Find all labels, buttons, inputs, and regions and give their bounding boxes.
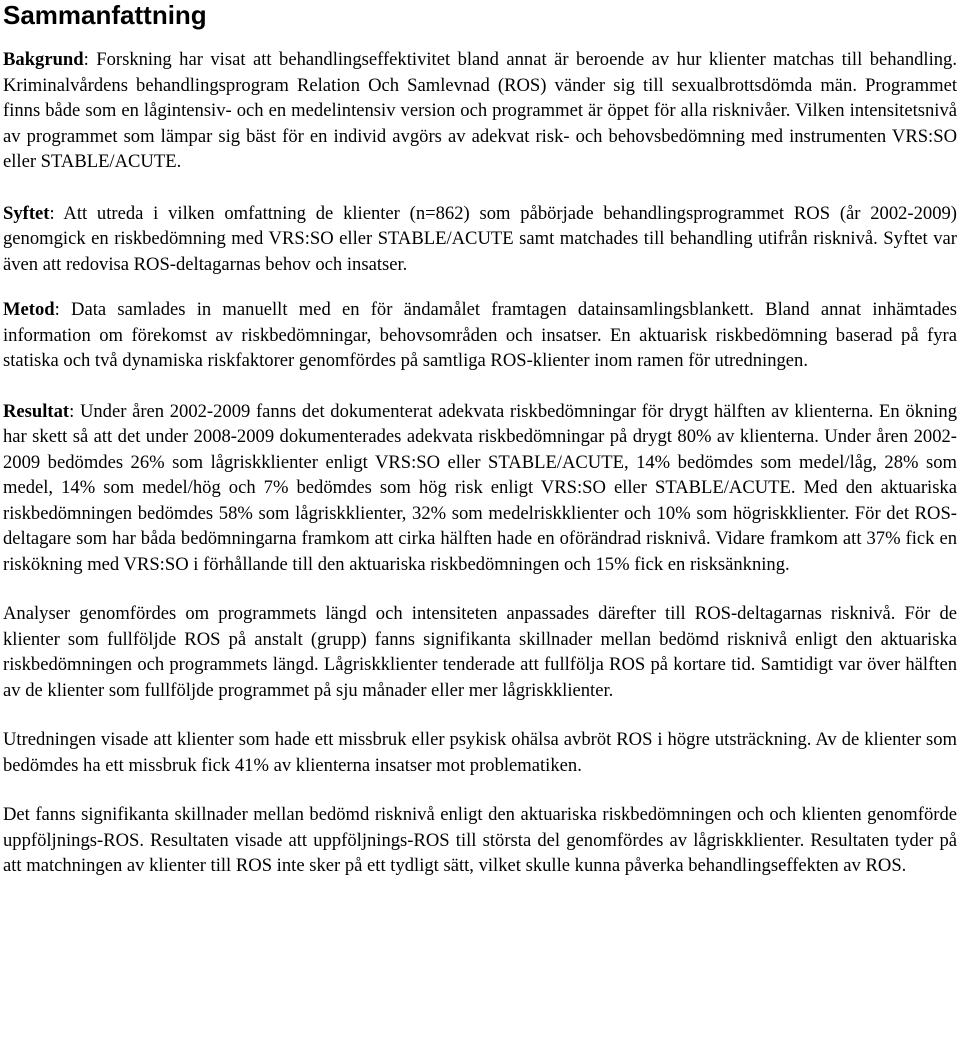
paragraph-analyser: Analyser genomfördes om programmets längd och intensiteten anpassades därefter till ROS-deltagarnas risknivå. För de klienter som fullföljde ROS på anstalt (grupp) fanns signifikanta skillnader mellan bedömd risknivå enligt den aktuariska riskbedömningen och programmets längd. Lågriskklienter tenderade att fullfölja ROS på kortare tid. Samtidigt var över hälften av de klienter som fullföljde programmet på sju månader eller mer lågriskklienter. xyxy=(3,603,957,701)
section-label-resultat: Resultat xyxy=(3,400,70,422)
section-text-resultat: : Under åren 2002-2009 fanns det dokumenterat adekvata riskbedömningar för drygt hälften av klienterna. En ökning har skett så att det under 2008-2009 dokumenterades adekvata riskbedömningar på drygt 80% av klienterna. Under åren 2002-2009 bedömdes 26% som lågriskklienter enligt VRS:SO eller STABLE/ACUTE, 14% bedömdes som medel/låg, 28% som medel, 14% som medel/hög och 7% bedömdes som hög risk enligt VRS:SO eller STABLE/ACUTE. Med den aktuariska riskbedömningen bedömdes 58% som lågriskklienter, 32% som medelriskklienter och 10% som högriskklienter. För det ROS-deltagare som har båda bedömningarna framkom att cirka hälften hade en oförändrad risknivå. Vidare framkom att 37% fick en riskökning med VRS:SO i förhållande till den aktuariska riskbedömningen och 15% fick en risksänkning. xyxy=(3,400,957,575)
paragraph-skillnader: Det fanns signifikanta skillnader mellan bedömd risknivå enligt den aktuariska riskbedömningen och och klienten genomförde uppföljnings-ROS. Resultaten visade att uppföljnings-ROS till största del genomfördes av lågriskklienter. Resultaten tyder på att matchningen av klienter till ROS inte sker på ett tydligt sätt, vilket skulle kunna påverka behandlingseffekten av ROS. xyxy=(3,804,957,876)
section-label-syftet: Syftet xyxy=(3,202,50,224)
section-text-syftet: : Att utreda i vilken omfattning de klienter (n=862) som påbörjade behandlingsprogrammet ROS (år 2002-2009) genomgick en riskbedömning med VRS:SO eller STABLE/ACUTE samt matchades till behandling utifrån risknivå. Syftet var även att redovisa ROS-deltagarnas behov och insatser. xyxy=(3,202,957,275)
section-label-metod: Metod xyxy=(3,299,55,320)
paragraph-syftet xyxy=(3,201,957,278)
section-text-metod: : Data samlades in manuellt med en för ändamålet framtagen datainsamlingsblankett. Bland annat inhämtades information om förekomst av riskbedömningar, behovsområden och insatser. En aktuarisk riskbedömning baserad på fyra statiska och två dynamiska riskfaktorer genomfördes på samtliga ROS-klienter inom ramen för utredningen. xyxy=(3,299,957,371)
document-page xyxy=(3,0,957,879)
paragraph-resultat xyxy=(3,399,957,578)
paragraph-utredningen: Utredningen visade att klienter som hade ett missbruk eller psykisk ohälsa avbröt ROS i högre utsträckning. Av de klienter som bedömdes ha ett missbruk fick 41% av klienterna insatser mot problematiken. xyxy=(3,729,957,776)
page-title: Sammanfattning xyxy=(3,0,207,30)
section-text-bakgrund: : Forskning har visat att behandlingseffektivitet bland annat är beroende av hur klienter matchas till behandling. Kriminalvårdens behandlingsprogram Relation Och Samlevnad (ROS) vänder sig till sexualbrottsdömda män. Programmet finns både som en lågintensiv- och en medelintensiv version och programmet är öppet för alla risknivåer. Vilken intensitetsnivå av programmet som lämpar sig bäst för en individ avgörs av adekvat risk- och behovsbedömning med instrumenten VRS:SO eller STABLE/ACUTE. xyxy=(3,49,957,172)
paragraph-bakgrund xyxy=(3,47,957,175)
paragraph-metod xyxy=(3,297,957,374)
section-label-bakgrund: Bakgrund xyxy=(3,49,84,70)
